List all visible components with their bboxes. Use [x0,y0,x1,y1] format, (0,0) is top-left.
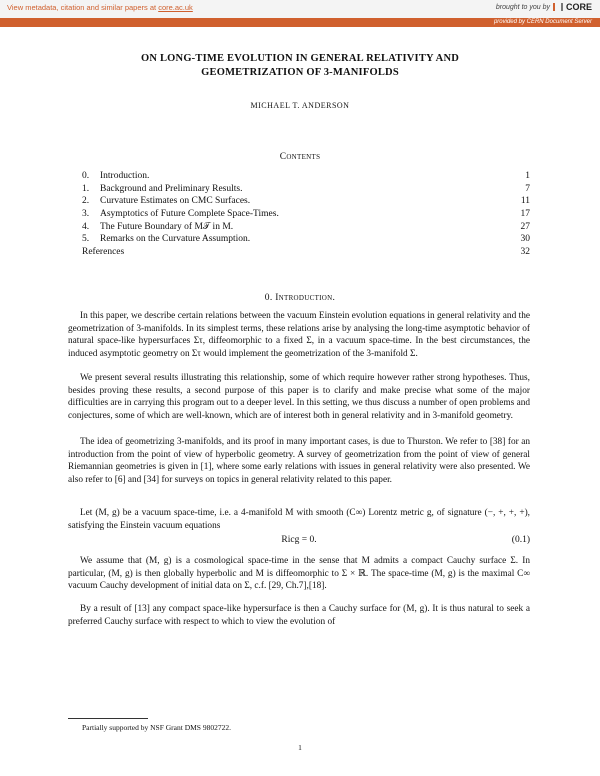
toc-number: 1. [82,183,90,194]
toc-number: 0. [82,171,90,181]
toc-number: 4. [82,221,90,232]
toc-title: Curvature Estimates on CMC Surfaces. [100,196,251,207]
toc-page: 17 [520,209,530,220]
toc-item [82,170,530,183]
toc-item [82,233,530,246]
toc-page: 1 [525,171,530,181]
title-line-1: ON LONG-TIME EVOLUTION IN GENERAL RELATIVITY AND [140,53,460,64]
section-heading: 0. Introduction. [264,293,336,303]
banner-bar [0,0,600,19]
toc-title: Background and Preliminary Results. [100,183,243,194]
footnote: Partially supported by NSF Grant DMS 9802722. [82,723,231,732]
equation-row [68,535,530,548]
table-of-contents [82,170,530,259]
title-line-2: GEOMETRIZATION OF 3-MANIFOLDS [201,67,399,78]
toc-number: 3. [82,209,90,220]
toc-title: References [82,247,125,258]
toc-item [82,208,530,221]
core-banner [0,0,600,27]
toc-item [82,183,530,196]
author: MICHAEL T. ANDERSON [250,101,350,110]
paper-title [80,52,520,80]
paragraph: The idea of geometrizing 3-manifolds, and its proof in many important cases, is due to Thurston. We refer to [38] for an introduction from the point of view of hyperbolic geometry. A survey of geometrization from the point of view of general Riemannian geometries is given in [1], where some early relations with issues in general relativity were also presented. We also refer to [6] and [34] for surveys on topics in general relativity related to this paper. [68,437,530,485]
provided-by-bar [0,18,600,27]
equation-number: (0.1) [511,535,530,545]
toc-number: 5. [82,234,90,245]
paragraph: We assume that (M, g) is a cosmological space-time in the sense that M admits a compact Cauchy surface Σ. In particular, (M, g) is then globally hyperbolic and M is diffeomorphic to Σ × ℝ. The space-time (M, g) is the maximal C∞ vacuum Cauchy development of initial data on Σ, c.f. [29, Ch.7],[18]. [68,556,530,592]
paragraph: In this paper, we describe certain relations between the vacuum Einstein evolution equations in general relativity and the geometrization of 3-manifolds. In its simplest terms, these relations arise by analysing the long-time asymptotic behavior of natural space-like hypersurfaces Στ, diffeomorphic to a fixed Σ, in a vacuum space-time. In the best circumstances, the induced asymptotic geometry on Στ would implement the geometrization of the 3-manifold Σ. [68,311,530,359]
toc-page: 7 [525,183,530,194]
footnote-rule [68,718,148,719]
toc-page: 30 [520,234,530,245]
toc-title: Introduction. [100,171,150,181]
toc-number: 2. [82,196,90,207]
page-number: 1 [298,743,302,752]
toc-title: Remarks on the Curvature Assumption. [100,234,251,245]
toc-item [82,221,530,234]
paragraph: By a result of [13] any compact space-like hypersurface is then a Cauchy surface for (M, g). It is thus natural to seek a preferred Cauchy surface with respect to which to view the evolution of [68,604,530,627]
toc-page: 32 [520,247,530,258]
toc-item [82,195,530,208]
brought-by[interactable] [496,2,592,12]
core-link[interactable]: core.ac.uk [158,3,193,12]
toc-title: The Future Boundary of M𝒯 in M. [100,221,234,232]
toc-page: 27 [520,221,530,232]
toc-references [82,246,530,259]
core-logo-text: CORE [565,2,592,12]
toc-page: 11 [520,196,530,207]
paragraph: We present several results illustrating this relationship, some of which require however rather strong hypotheses. Thus, besides proving these results, a second purpose of this paper is to clarify and make precise what some of the major difficulties are in carrying this program out to a deeper level. In this setting, we thus discuss a number of open problems and conjectures, some of which are well-known, which are of interest both in general relativity and in 3-manifold geometry. [68,373,530,421]
toc-title: Asymptotics of Future Complete Space-Times. [100,209,279,220]
equation: Ricg = 0. [281,535,317,545]
paragraph: Let (M, g) be a vacuum space-time, i.e. a 4-manifold M with smooth (C∞) Lorentz metric g, of signature (−, +, +, +), satisfying the Einstein vacuum equations [68,508,530,531]
brought-by-text: brought to you by [495,3,550,11]
provided-by-text: provided by CERN Document Server [493,19,592,25]
banner-prefix: View metadata, citation and similar papers at [7,3,159,12]
core-logo-icon [553,3,563,11]
contents-heading: Contents [279,152,321,162]
banner-metadata-text [7,3,193,12]
